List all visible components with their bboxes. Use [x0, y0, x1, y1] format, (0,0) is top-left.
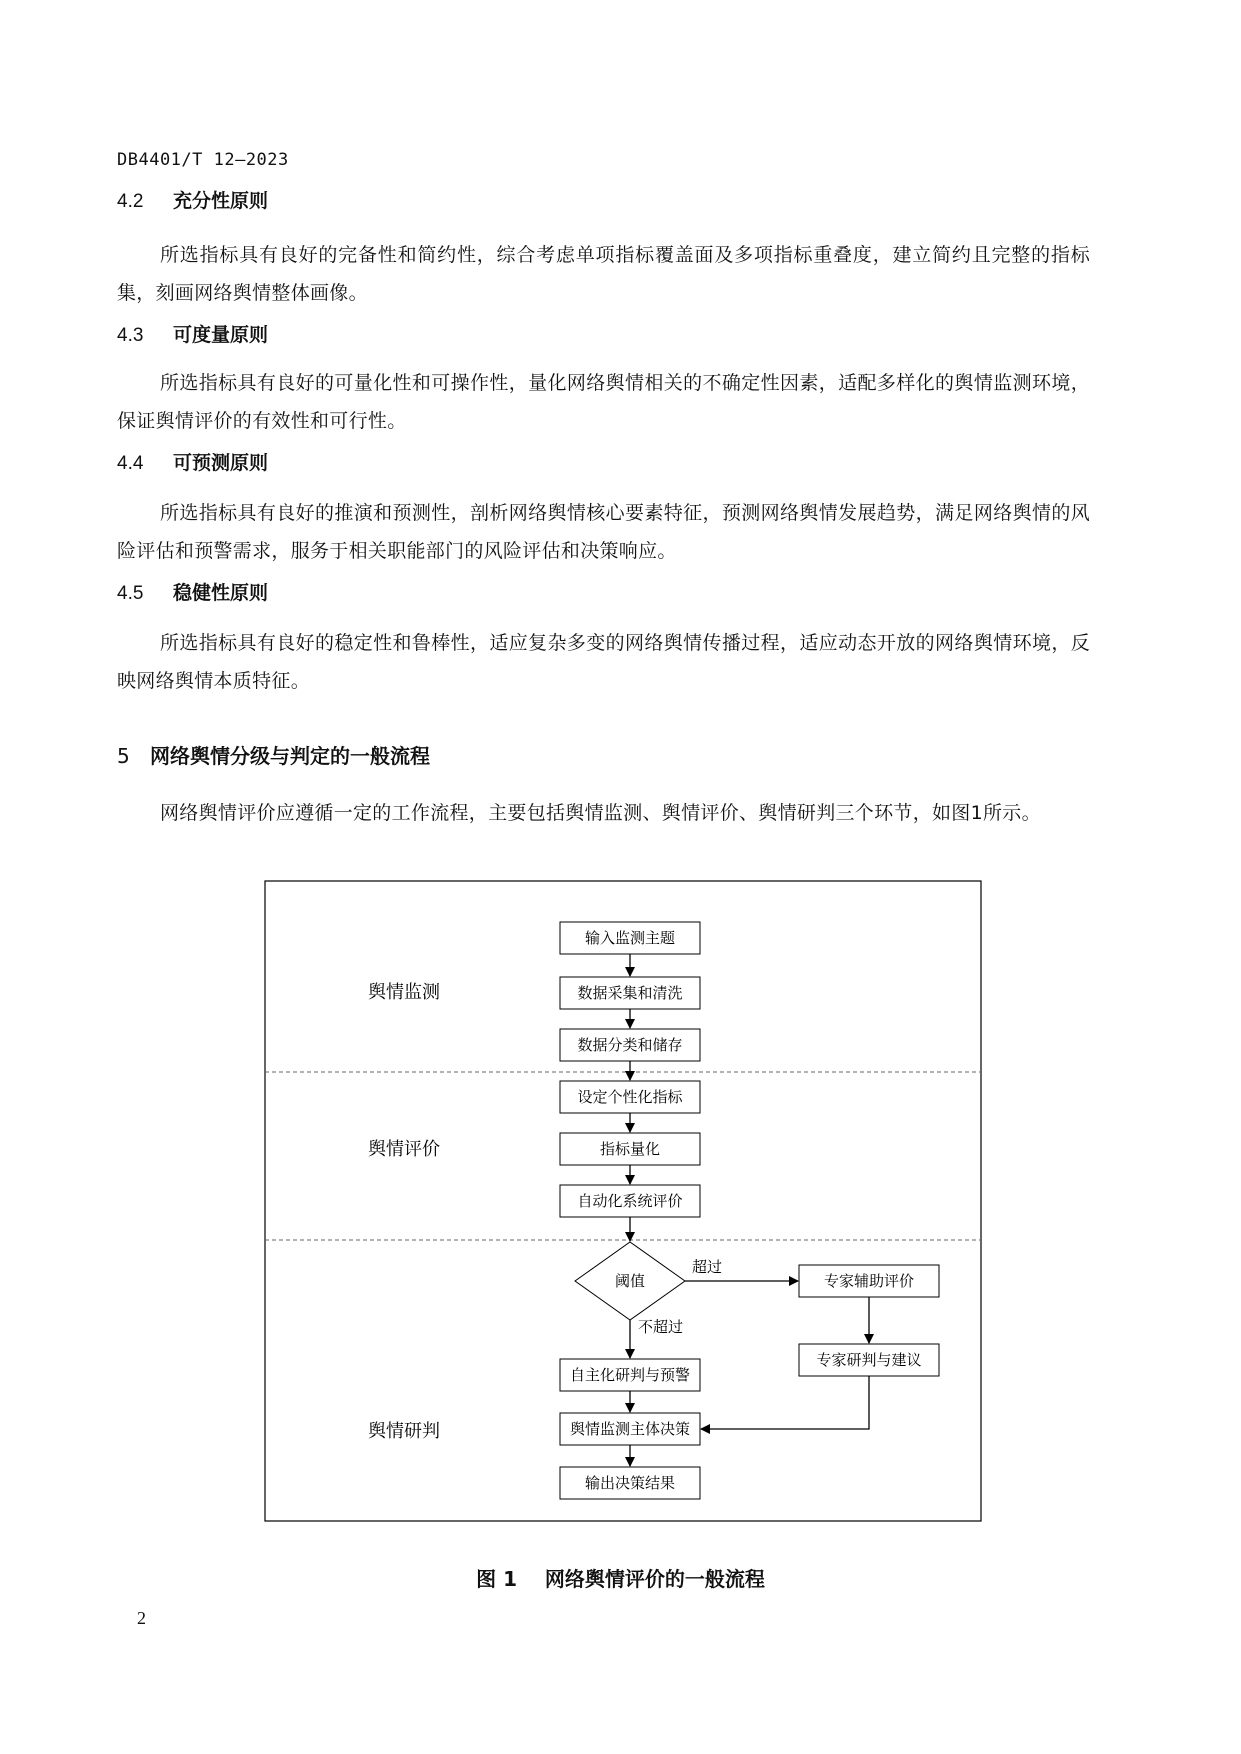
box-expert-assist-label: 专家辅助评价: [823, 1272, 915, 1290]
section-number: 4.3: [117, 325, 144, 346]
decision-threshold-label: 阈值: [614, 1272, 646, 1290]
stage-label-judgment: 舆情研判: [368, 1421, 440, 1442]
box-decision-label: 舆情监测主体决策: [569, 1420, 691, 1438]
section-number: 5: [117, 744, 130, 768]
box-input-topic-label: 输入监测主题: [584, 929, 676, 947]
box-output-label: 输出决策结果: [584, 1474, 676, 1492]
section-body-4-2: 所选指标具有良好的完备性和简约性，综合考虑单项指标覆盖面及多项指标重叠度，建立简约且完整的指标集，刻画网络舆情整体画像。: [117, 244, 1090, 304]
box-classify-store-label: 数据分类和储存: [577, 1036, 683, 1054]
box-collect-clean-label: 数据采集和清洗: [577, 984, 683, 1002]
figure-caption: 图 1 网络舆情评价的一般流程: [476, 1567, 765, 1591]
section-body-4-4: 所选指标具有良好的推演和预测性，剖析网络舆情核心要素特征，预测网络舆情发展趋势，满足网络舆情的风险评估和预警需求，服务于相关职能部门的风险评估和决策响应。: [117, 502, 1090, 562]
section-title: 稳健性原则: [173, 582, 269, 604]
page-number: 2: [137, 1608, 146, 1628]
box-set-indicators-label: 设定个性化指标: [577, 1088, 683, 1106]
section-number: 4.5: [117, 583, 144, 604]
section-body-4-3: 所选指标具有良好的可量化性和可操作性，量化网络舆情相关的不确定性因素，适配多样化的舆情监测环境，保证舆情评价的有效性和可行性。: [117, 372, 1090, 432]
label-not-exceed: 不超过: [638, 1318, 684, 1336]
section-title: 网络舆情分级与判定的一般流程: [150, 744, 430, 768]
stage-label-evaluation: 舆情评价: [368, 1139, 440, 1160]
label-exceed: 超过: [692, 1258, 723, 1276]
document-code: DB4401/T 12—2023: [117, 150, 289, 170]
section-body-4-5: 所选指标具有良好的稳定性和鲁棒性，适应复杂多变的网络舆情传播过程，适应动态开放的网络舆情环境，反映网络舆情本质特征。: [117, 632, 1090, 692]
section-title: 可预测原则: [173, 452, 269, 474]
flow-arrow-expert-to-decision: [701, 1376, 869, 1429]
section-title: 可度量原则: [173, 324, 269, 346]
section-number: 4.2: [117, 191, 144, 212]
section-number: 4.4: [117, 453, 144, 474]
box-expert-judge-label: 专家研判与建议: [816, 1351, 922, 1369]
box-quantify-label: 指标量化: [599, 1140, 661, 1158]
stage-label-monitoring: 舆情监测: [368, 982, 440, 1003]
box-auto-judge-label: 自主化研判与预警: [569, 1366, 691, 1384]
section-body-5: 网络舆情评价应遵循一定的工作流程，主要包括舆情监测、舆情评价、舆情研判三个环节，如图1所示。: [160, 802, 1041, 824]
box-auto-eval-label: 自动化系统评价: [577, 1192, 683, 1210]
section-title: 充分性原则: [173, 190, 269, 212]
